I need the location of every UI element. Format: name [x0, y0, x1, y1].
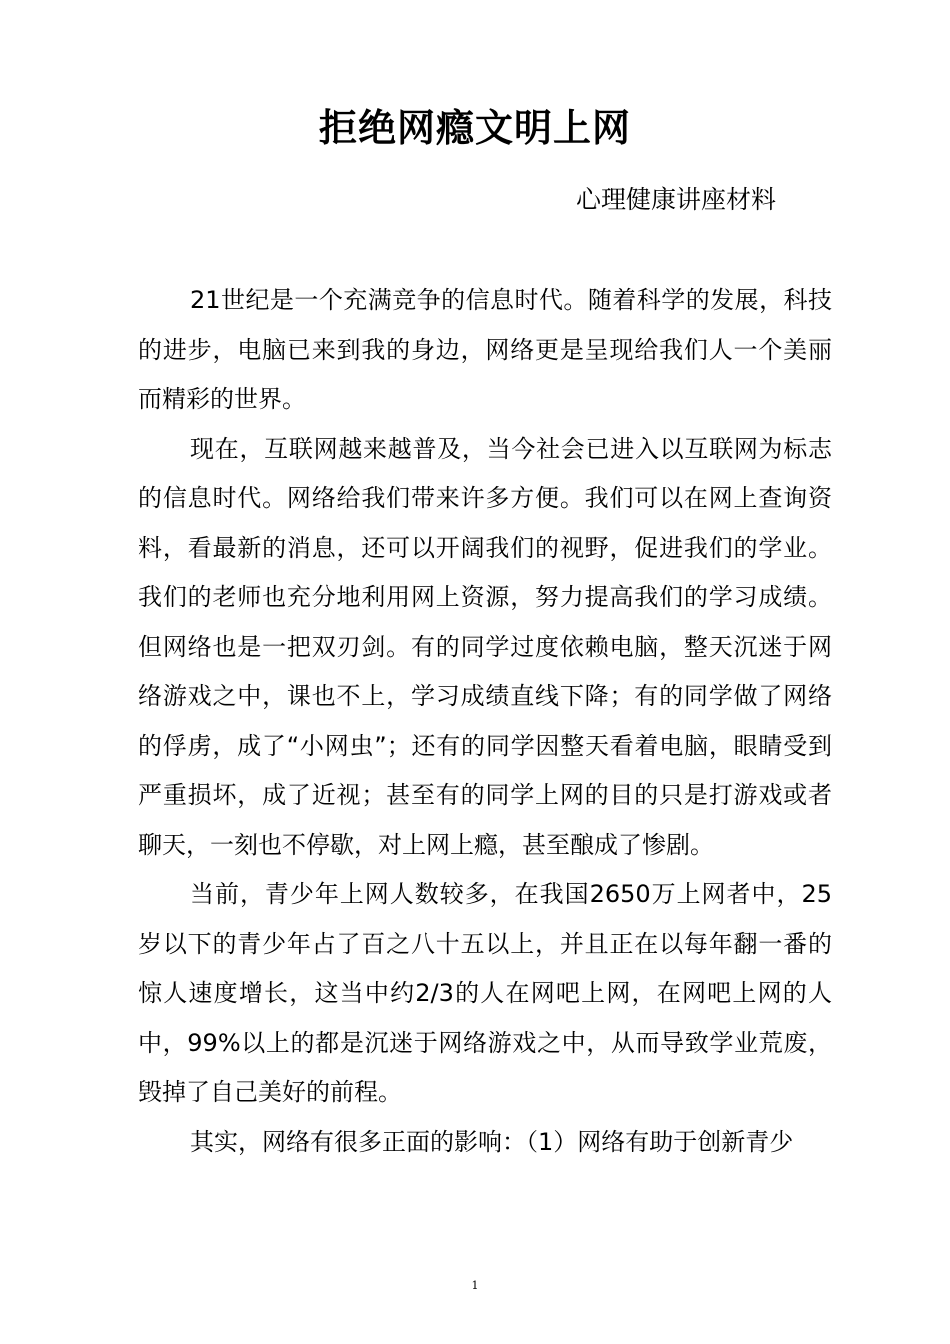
paragraph: 现在，互联网越来越普及，当今社会已进入以互联网为标志的信息时代。网络给我们带来许多方便。我们可以在网上查询资料，看最新的消息，还可以开阔我们的视野，促进我们的学业。我们的老师也充分地利用网上资源，努力提高我们的学习成绩。但网络也是一把双刃剑。有的同学过度依赖电脑，整天沉迷于网络游戏之中，课也不上，学习成绩直线下降；有的同学做了网络的俘虏，成了“小网虫”；还有的同学因整天看着电脑，眼睛受到严重损坏，成了近视；甚至有的同学上网的目的只是打游戏或者聊天，一刻也不停歇，对上网上瘾，甚至酿成了惨剧。 — [138, 434, 832, 859]
paragraph: 21世纪是一个充满竞争的信息时代。随着科学的发展，科技的进步，电脑已来到我的身边，网络更是呈现给我们人一个美丽而精彩的世界。 — [138, 286, 832, 413]
document-subtitle: 心理健康讲座材料 — [576, 185, 777, 214]
paragraph: 当前，青少年上网人数较多，在我国2650万上网者中，25岁以下的青少年占了百之八十五以上，并且正在以每年翻一番的惊人速度增长，这当中约2/3的人在网吧上网，在网吧上网的人中，99%以上的都是沉迷于网络游戏之中，从而导致学业荒废，毁掉了自己美好的前程。 — [138, 880, 832, 1106]
document-title: 拒绝网瘾文明上网 — [318, 106, 631, 150]
document-body — [138, 276, 832, 1167]
page-number: 1 — [471, 1279, 479, 1292]
paragraph: 其实，网络有很多正面的影响：（1）网络有助于创新青少 — [190, 1127, 794, 1156]
